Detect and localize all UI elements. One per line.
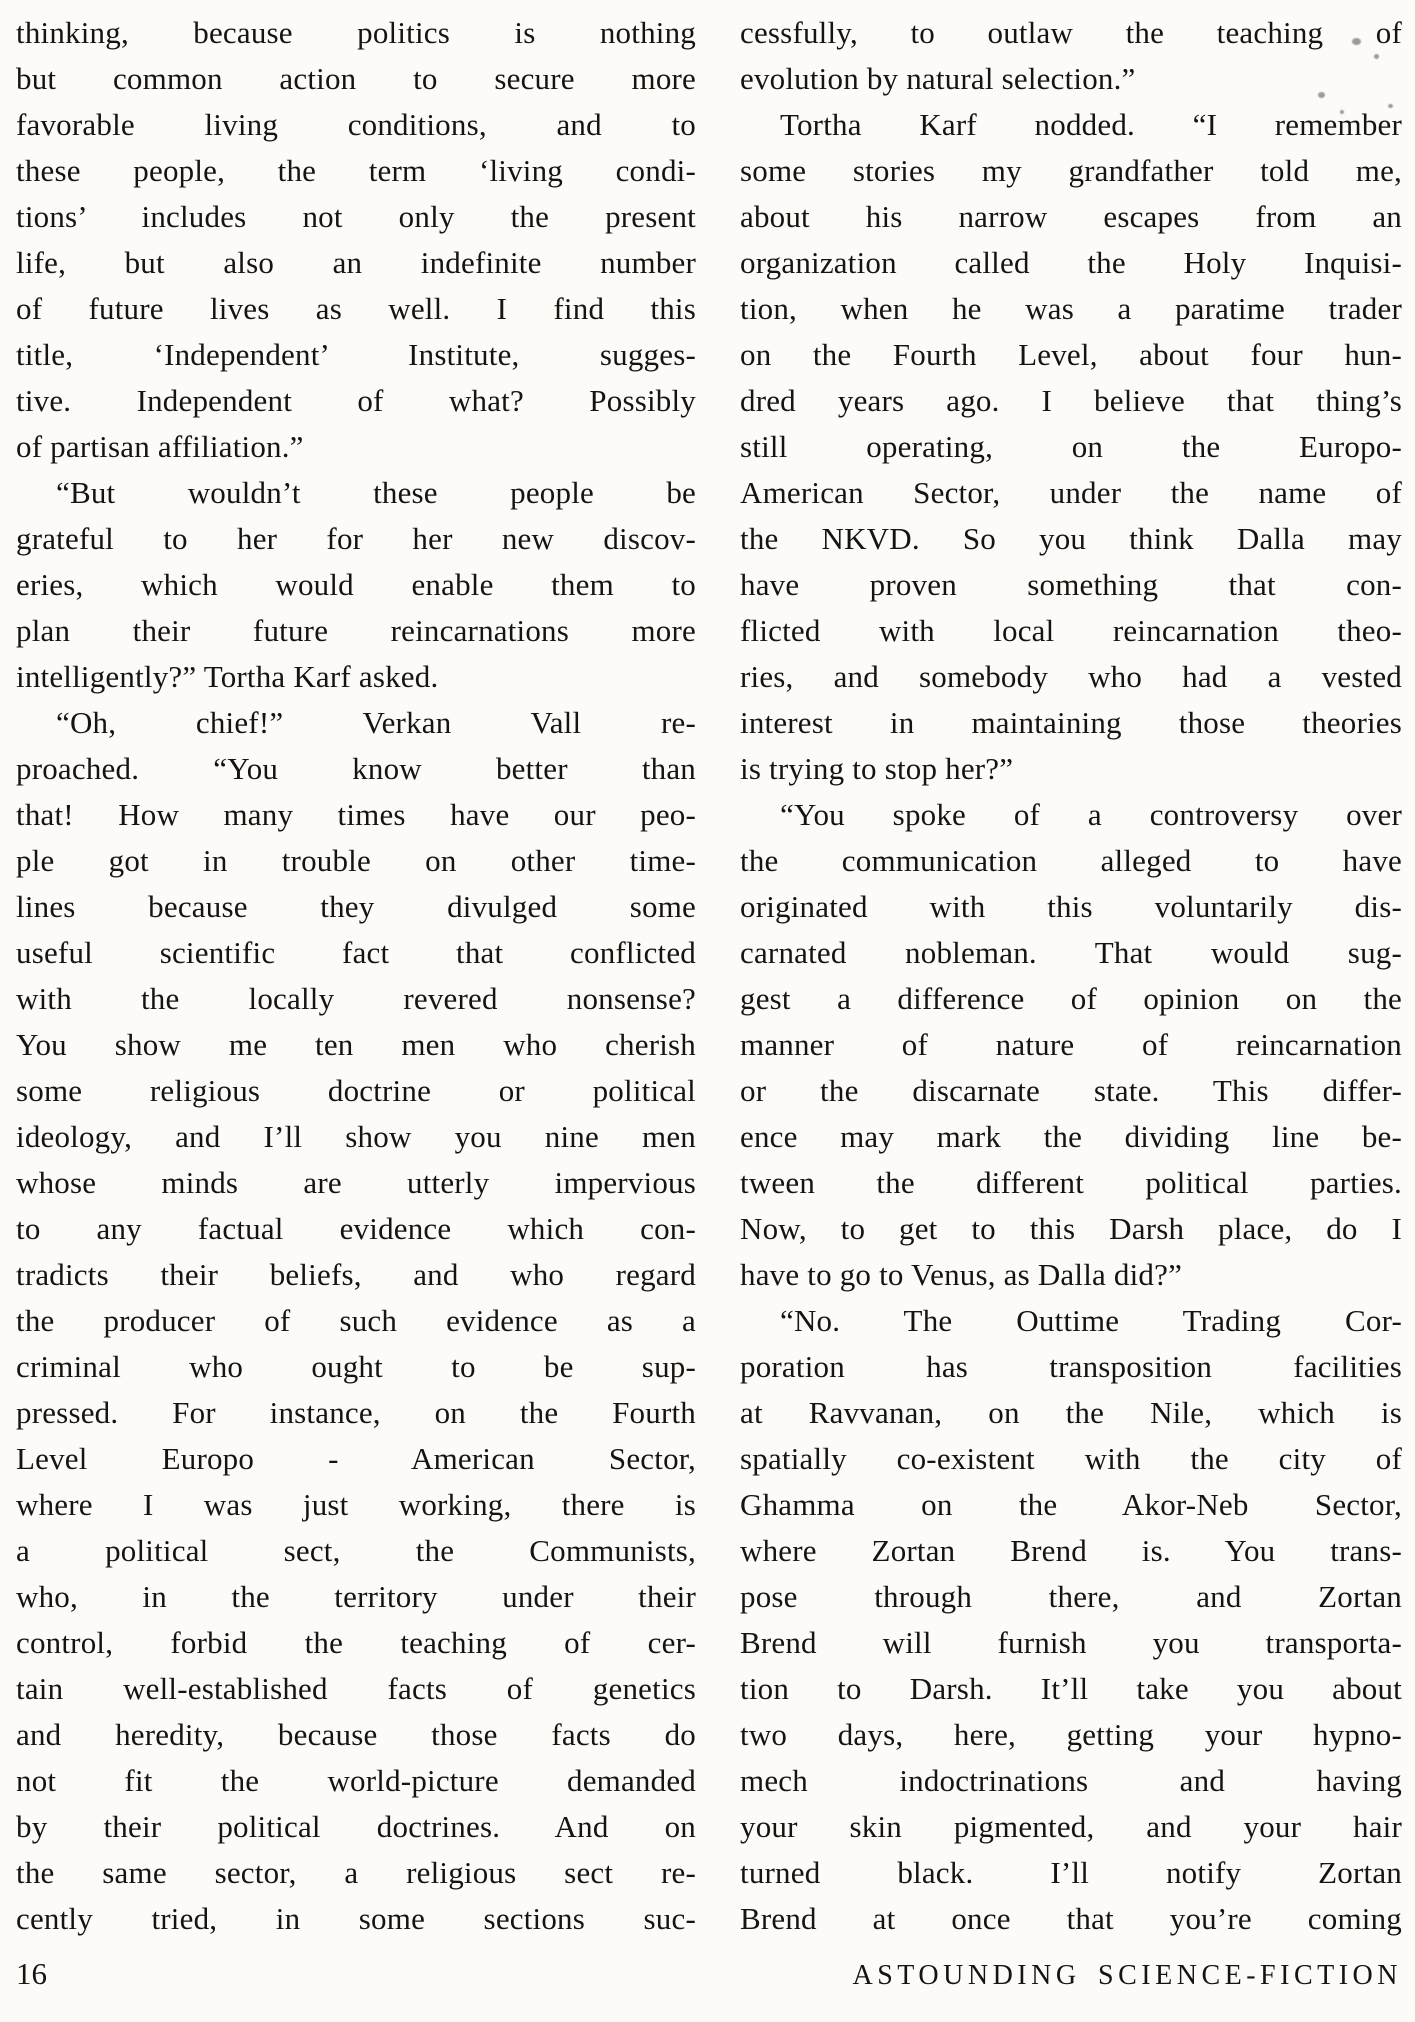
text-line: the producer of such evidence as a bbox=[16, 1303, 696, 1338]
text-line: gest a difference of opinion on the bbox=[740, 981, 1402, 1016]
text-line: pressed. For instance, on the Fourth bbox=[16, 1395, 696, 1430]
text-line: life, but also an indefinite number bbox=[16, 245, 696, 280]
text-line: to any factual evidence which con- bbox=[16, 1211, 696, 1246]
text-line: favorable living conditions, and to bbox=[16, 107, 696, 142]
text-line: tradicts their beliefs, and who regard bbox=[16, 1257, 696, 1292]
scan-artifact bbox=[1340, 110, 1344, 114]
text-line: “You spoke of a controversy over bbox=[780, 797, 1402, 832]
text-line: cently tried, in some sections suc- bbox=[16, 1901, 696, 1936]
text-line: lines because they divulged some bbox=[16, 889, 696, 924]
text-line: where Zortan Brend is. You trans- bbox=[740, 1533, 1402, 1568]
text-columns bbox=[16, 10, 1402, 1942]
text-line: and heredity, because those facts do bbox=[16, 1717, 696, 1752]
text-line: eries, which would enable them to bbox=[16, 567, 696, 602]
text-line: have to go to Venus, as Dalla did?” bbox=[740, 1257, 1183, 1292]
running-title: ASTOUNDING SCIENCE-FICTION bbox=[852, 1960, 1402, 1991]
text-line: tions’ includes not only the present bbox=[16, 199, 696, 234]
text-line: title, ‘Independent’ Institute, sugges- bbox=[16, 337, 696, 372]
paragraph bbox=[740, 102, 1402, 792]
text-line: but common action to secure more bbox=[16, 61, 696, 96]
text-line: whose minds are utterly impervious bbox=[16, 1165, 696, 1200]
text-line: where I was just working, there is bbox=[16, 1487, 696, 1522]
text-line: tive. Independent of what? Possibly bbox=[16, 383, 696, 418]
text-line: Level Europo - American Sector, bbox=[16, 1441, 696, 1476]
text-line: tion, when he was a paratime trader bbox=[740, 291, 1402, 326]
text-line: grateful to her for her new discov- bbox=[16, 521, 696, 556]
text-line: these people, the term ‘living condi- bbox=[16, 153, 696, 188]
text-line: interest in maintaining those theories bbox=[740, 705, 1402, 740]
column-left bbox=[16, 10, 696, 1942]
text-line: originated with this voluntarily dis- bbox=[740, 889, 1402, 924]
text-line: two days, here, getting your hypno- bbox=[740, 1717, 1402, 1752]
paragraph bbox=[16, 700, 696, 1942]
text-line: organization called the Holy Inquisi- bbox=[740, 245, 1402, 280]
text-line: dred years ago. I believe that thing’s bbox=[740, 383, 1402, 418]
scan-artifact bbox=[1388, 104, 1393, 108]
text-line: Brend at once that you’re coming bbox=[740, 1901, 1402, 1936]
text-line: a political sect, the Communists, bbox=[16, 1533, 696, 1568]
paragraph bbox=[740, 792, 1402, 1298]
text-line: is trying to stop her?” bbox=[740, 751, 1014, 786]
text-line: flicted with local reincarnation theo- bbox=[740, 613, 1402, 648]
text-line: mech indoctrinations and having bbox=[740, 1763, 1402, 1798]
scan-artifact bbox=[1374, 54, 1379, 59]
text-line: not fit the world-picture demanded bbox=[16, 1763, 696, 1798]
text-line: pose through there, and Zortan bbox=[740, 1579, 1402, 1614]
text-line: that! How many times have our peo- bbox=[16, 797, 696, 832]
text-line: or the discarnate state. This differ- bbox=[740, 1073, 1402, 1108]
text-line: evolution by natural selection.” bbox=[740, 61, 1136, 96]
text-line: Ghamma on the Akor-Neb Sector, bbox=[740, 1487, 1402, 1522]
text-line: at Ravvanan, on the Nile, which is bbox=[740, 1395, 1402, 1430]
paragraph bbox=[16, 10, 696, 470]
text-line: your skin pigmented, and your hair bbox=[740, 1809, 1402, 1844]
text-line: Brend will furnish you transporta- bbox=[740, 1625, 1402, 1660]
scan-artifact bbox=[1352, 38, 1361, 45]
text-line: proached. “You know better than bbox=[16, 751, 696, 786]
text-line: tion to Darsh. It’ll take you about bbox=[740, 1671, 1402, 1706]
text-line: poration has transposition facilities bbox=[740, 1349, 1402, 1384]
text-line: ideology, and I’ll show you nine men bbox=[16, 1119, 696, 1154]
text-line: plan their future reincarnations more bbox=[16, 613, 696, 648]
paragraph bbox=[740, 10, 1402, 102]
text-line: turned black. I’ll notify Zortan bbox=[740, 1855, 1402, 1890]
text-line: ries, and somebody who had a vested bbox=[740, 659, 1402, 694]
text-line: of partisan affiliation.” bbox=[16, 429, 304, 464]
text-line: manner of nature of reincarnation bbox=[740, 1027, 1402, 1062]
text-line: thinking, because politics is nothing bbox=[16, 15, 696, 50]
text-line: tween the different political parties. bbox=[740, 1165, 1402, 1200]
text-line: Tortha Karf nodded. “I remember bbox=[780, 107, 1402, 142]
text-line: the communication alleged to have bbox=[740, 843, 1402, 878]
text-line: intelligently?” Tortha Karf asked. bbox=[16, 659, 439, 694]
page-number: 16 bbox=[16, 1956, 47, 1991]
text-line: some religious doctrine or political bbox=[16, 1073, 696, 1108]
text-line: by their political doctrines. And on bbox=[16, 1809, 696, 1844]
text-line: spatially co-existent with the city of bbox=[740, 1441, 1402, 1476]
page-footer bbox=[16, 1950, 1402, 2000]
text-line: control, forbid the teaching of cer- bbox=[16, 1625, 696, 1660]
text-line: on the Fourth Level, about four hun- bbox=[740, 337, 1402, 372]
text-line: “Oh, chief!” Verkan Vall re- bbox=[56, 705, 696, 740]
text-line: of future lives as well. I find this bbox=[16, 291, 696, 326]
text-line: the same sector, a religious sect re- bbox=[16, 1855, 696, 1890]
text-line: who, in the territory under their bbox=[16, 1579, 696, 1614]
text-line: have proven something that con- bbox=[740, 567, 1402, 602]
text-line: ence may mark the dividing line be- bbox=[740, 1119, 1402, 1154]
text-line: about his narrow escapes from an bbox=[740, 199, 1402, 234]
paragraph bbox=[740, 1298, 1402, 1942]
text-line: with the locally revered nonsense? bbox=[16, 981, 696, 1016]
text-line: “No. The Outtime Trading Cor- bbox=[780, 1303, 1402, 1338]
text-line: carnated nobleman. That would sug- bbox=[740, 935, 1402, 970]
text-line: the NKVD. So you think Dalla may bbox=[740, 521, 1402, 556]
text-line: tain well-established facts of genetics bbox=[16, 1671, 696, 1706]
text-line: You show me ten men who cherish bbox=[16, 1027, 696, 1062]
text-line: ple got in trouble on other time- bbox=[16, 843, 696, 878]
text-line: American Sector, under the name of bbox=[740, 475, 1402, 510]
text-line: some stories my grandfather told me, bbox=[740, 153, 1402, 188]
text-line: Now, to get to this Darsh place, do I bbox=[740, 1211, 1402, 1246]
text-line: useful scientific fact that conflicted bbox=[16, 935, 696, 970]
paragraph bbox=[16, 470, 696, 700]
text-line: still operating, on the Europo- bbox=[740, 429, 1402, 464]
text-line: criminal who ought to be sup- bbox=[16, 1349, 696, 1384]
scan-artifact bbox=[1318, 92, 1325, 98]
text-line: cessfully, to outlaw the teaching of bbox=[740, 15, 1402, 50]
column-right bbox=[740, 10, 1402, 1942]
text-line: “But wouldn’t these people be bbox=[56, 475, 696, 510]
